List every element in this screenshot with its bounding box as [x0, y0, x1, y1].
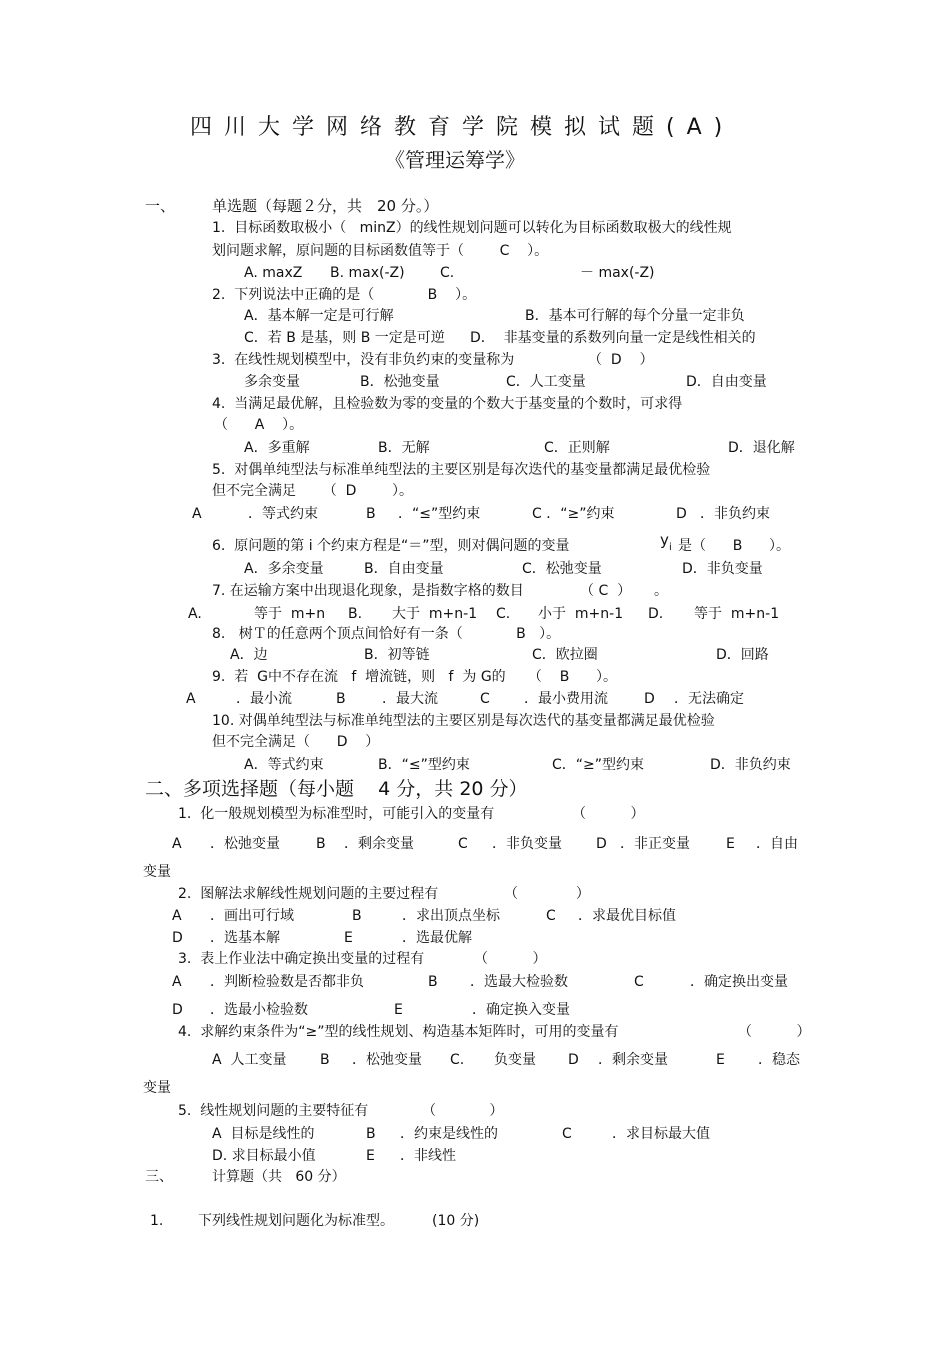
s3-q1-score: (10 分) — [432, 1213, 480, 1229]
s1-q9-line1: 9. 若 G中不存在流 f 增流链，则 f 为 G的 （ B ）。 — [212, 669, 618, 685]
s1-q10-option-a: A．等式约束 — [244, 757, 324, 773]
s1-q7-option-d-letter: D. — [648, 606, 664, 622]
s2-q1-option-c: ．非负变量 — [492, 836, 562, 852]
s2-q5-option-c-letter: C — [562, 1126, 572, 1142]
s2-q2-answer: （ ） — [504, 886, 590, 902]
s1-q5-option-b-letter: B — [366, 506, 376, 522]
s3-q1-number: 1. — [150, 1213, 164, 1229]
s2-q5-option-a: A 目标是线性的 — [212, 1126, 315, 1142]
s2-q4-option-c: 负变量 — [494, 1052, 536, 1068]
s2-q1-option-d: ．非正变量 — [620, 836, 690, 852]
s1-q3-option-c: C．人工变量 — [506, 374, 586, 390]
s2-q2-option-e: ．选最优解 — [402, 930, 472, 946]
s1-q9-option-c-letter: C — [480, 691, 490, 707]
s1-q2-option-c: C．若 B 是基，则 B 一定是可逆 — [244, 330, 445, 346]
s2-q1-line1: 1. 化一般规划模型为标准型时，可能引入的变量有 — [178, 806, 495, 822]
s2-q4-option-e-cont: 变量 — [143, 1080, 171, 1096]
s2-q1-option-e-letter: E — [726, 836, 735, 852]
s1-q5-option-b: ．“≤”型约束 — [398, 506, 481, 522]
section3-number: 三、 — [145, 1169, 173, 1185]
s1-q1-line1: 1. 目标函数取极小（ minZ）的线性规划问题可以转化为目标函数取极大的线性规 — [212, 220, 732, 236]
s2-q5-option-b: ．约束是线性的 — [400, 1126, 498, 1142]
s1-q1-option-c: C. — [440, 265, 455, 281]
s1-q6-variable-y: y — [660, 531, 669, 549]
s1-q9-option-b-letter: B — [336, 691, 346, 707]
section1-heading: 单选题（每题２分，共 20 分。） — [212, 197, 439, 215]
s1-q6-answer: 是（ B ）。 — [678, 538, 791, 554]
s1-q2-line1: 2. 下列说法中正确的是（ B ）。 — [212, 287, 477, 303]
s2-q4-answer: （ ） — [738, 1024, 811, 1040]
s2-q3-line1: 3. 表上作业法中确定换出变量的过程有 — [178, 951, 425, 967]
s1-q2-option-d: D． 非基变量的系数列向量一定是线性相关的 — [470, 330, 756, 346]
s1-q8-option-d: D．回路 — [716, 647, 769, 663]
s1-q4-option-a: A．多重解 — [244, 440, 310, 456]
s1-q7-option-a-letter: A. — [188, 606, 202, 622]
s2-q4-option-e: ．稳态 — [758, 1052, 800, 1068]
s2-q1-option-e-cont: 变量 — [143, 864, 171, 880]
s2-q3-option-a: ．判断检验数是否都非负 — [210, 974, 364, 990]
s1-q10-option-d: D．非负约束 — [710, 757, 791, 773]
s1-q7-option-d: 等于 m+n-1 — [694, 606, 780, 622]
s1-q8-option-a: A．边 — [230, 647, 268, 663]
s2-q3-option-d-letter: D — [172, 1002, 183, 1018]
s1-q6-option-b: B．自由变量 — [364, 561, 444, 577]
s2-q1-option-b-letter: B — [316, 836, 326, 852]
s1-q9-option-a-letter: A — [186, 691, 196, 707]
s1-q9-option-d-letter: D — [644, 691, 655, 707]
s1-q10-option-b: B．“≤”型约束 — [378, 757, 470, 773]
s1-q5-line1: 5. 对偶单纯型法与标准单纯型法的主要区别是每次迭代的基变量都满足最优检验 — [212, 462, 711, 478]
s1-q8-option-b: B．初等链 — [364, 647, 430, 663]
s2-q4-option-d-letter: D — [568, 1052, 579, 1068]
s2-q2-option-c-letter: C — [546, 908, 556, 924]
s1-q9-option-c: ．最小费用流 — [524, 691, 608, 707]
s2-q3-option-b-letter: B — [428, 974, 438, 990]
s1-q5-option-a-letter: A — [192, 506, 202, 522]
s1-q10-line2: 但不完全满足（ D ） — [212, 734, 380, 750]
s1-q3-option-a: 多余变量 — [244, 374, 300, 390]
s1-q4-line1: 4. 当满足最优解，且检验数为零的变量的个数大于基变量的个数时，可求得 — [212, 396, 683, 412]
s2-q5-option-e: ．非线性 — [400, 1148, 456, 1164]
s2-q4-option-b: ．松弛变量 — [352, 1052, 422, 1068]
s2-q4-option-a: A 人工变量 — [212, 1052, 287, 1068]
s2-q2-line1: 2. 图解法求解线性规划问题的主要过程有 — [178, 886, 439, 902]
s2-q1-option-e: ．自由 — [756, 836, 798, 852]
section1-number: 一、 — [145, 197, 176, 215]
s1-q6-line1: 6. 原问题的第 i 个约束方程是“＝”型，则对偶问题的变量 — [212, 538, 570, 554]
s1-q7-end: 。 — [654, 583, 668, 599]
s1-q8-option-c: C．欧拉圈 — [532, 647, 598, 663]
s1-q9-option-d: ．无法确定 — [674, 691, 744, 707]
course-title: 《管理运筹学》 — [385, 148, 525, 172]
s2-q3-option-e-letter: E — [394, 1002, 403, 1018]
s2-q3-option-c-letter: C — [634, 974, 644, 990]
s1-q7-option-c: 小于 m+n-1 — [538, 606, 624, 622]
s1-q1-option-a: A. maxZ — [244, 265, 303, 281]
s1-q1-line2: 划问题求解，原问题的目标函数值等于（ C ）。 — [212, 243, 549, 259]
s1-q2-option-b: B．基本可行解的每个分量一定非负 — [525, 308, 745, 324]
s1-q3-line1: 3. 在线性规划模型中，没有非负约束的变量称为 — [212, 352, 515, 368]
s1-q6-option-d: D．非负变量 — [682, 561, 763, 577]
s1-q4-option-c: C．正则解 — [544, 440, 610, 456]
s2-q1-answer: （ ） — [572, 806, 645, 822]
s2-q1-option-d-letter: D — [596, 836, 607, 852]
s2-q1-option-b: ．剩余变量 — [344, 836, 414, 852]
s2-q3-option-c: ．确定换出变量 — [690, 974, 788, 990]
s1-q5-option-d: ．非负约束 — [700, 506, 770, 522]
s1-q9-option-b: ．最大流 — [382, 691, 438, 707]
s2-q2-option-a-letter: A — [172, 908, 182, 924]
s2-q3-option-b: ．选最大检验数 — [470, 974, 568, 990]
s1-q6-option-a: A．多余变量 — [244, 561, 324, 577]
s1-q5-option-c: C ．“≥”约束 — [532, 506, 615, 522]
section2-heading: 二、多项选择题（每小题 4 分，共 20 分） — [145, 778, 528, 800]
s1-q3-option-d: D．自由变量 — [686, 374, 767, 390]
s3-q1-text: 下列线性规划问题化为标准型。 — [198, 1213, 394, 1229]
s1-q7-option-b-letter: B. — [348, 606, 363, 622]
s1-q1-option-b: B. max(-Z) — [330, 265, 405, 281]
s2-q4-option-d: ．剩余变量 — [598, 1052, 668, 1068]
s2-q2-option-a: ．画出可行域 — [210, 908, 294, 924]
s2-q5-answer: （ ） — [422, 1103, 504, 1119]
s1-q3-option-b: B．松弛变量 — [360, 374, 440, 390]
s1-q6-option-c: C．松弛变量 — [522, 561, 602, 577]
s2-q5-option-c: ．求目标最大值 — [612, 1126, 710, 1142]
s1-q5-option-a: ．等式约束 — [248, 506, 318, 522]
s2-q5-line1: 5. 线性规划问题的主要特征有 — [178, 1103, 369, 1119]
s1-q7-option-a: 等于 m+n — [254, 606, 326, 622]
s1-q7-line1: 7. 在运输方案中出现退化现象，是指数字格的数目 — [212, 583, 524, 599]
s1-q6-variable-subscript: i — [669, 542, 672, 553]
s2-q2-option-d: ．选基本解 — [210, 930, 280, 946]
s2-q3-option-a-letter: A — [172, 974, 182, 990]
s1-q5-option-d-letter: D — [676, 506, 687, 522]
s2-q5-option-d: D. 求目标最小值 — [212, 1148, 316, 1164]
s2-q1-option-a-letter: A — [172, 836, 182, 852]
exam-title: 四川大学网络教育学院模拟试题(A) — [190, 115, 735, 140]
s1-q9-option-a: ．最小流 — [236, 691, 292, 707]
s1-q4-option-d: D．退化解 — [728, 440, 795, 456]
s2-q3-answer: （ ） — [474, 951, 547, 967]
s1-q5-line2: 但不完全满足 （ D ）。 — [212, 483, 413, 499]
s2-q4-option-e-letter: E — [716, 1052, 725, 1068]
s2-q5-option-b-letter: B — [366, 1126, 376, 1142]
s2-q5-option-e-letter: E — [366, 1148, 375, 1164]
s1-q4-option-b: B．无解 — [378, 440, 430, 456]
s1-q4-answer: （ A ）。 — [214, 417, 304, 433]
s2-q2-option-b-letter: B — [352, 908, 362, 924]
s2-q2-option-e-letter: E — [344, 930, 353, 946]
s2-q4-option-c-letter: C. — [450, 1052, 465, 1068]
s1-q1-option-c-value: － max(-Z) — [580, 265, 655, 281]
s2-q4-line1: 4. 求解约束条件为“≥”型的线性规划、构造基本矩阵时，可用的变量有 — [178, 1024, 619, 1040]
s2-q3-option-e: ．确定换入变量 — [472, 1002, 570, 1018]
s1-q7-option-b: 大于 m+n-1 — [392, 606, 478, 622]
s2-q3-option-d: ．选最小检验数 — [210, 1002, 308, 1018]
s2-q1-option-c-letter: C — [458, 836, 468, 852]
s2-q2-option-b: ．求出顶点坐标 — [402, 908, 500, 924]
s1-q2-option-a: A．基本解一定是可行解 — [244, 308, 394, 324]
s2-q1-option-a: ．松弛变量 — [210, 836, 280, 852]
s1-q3-answer: （ D ） — [588, 352, 654, 368]
s1-q7-answer: （ C ） — [580, 583, 632, 599]
s1-q10-option-c: C．“≥”型约束 — [552, 757, 645, 773]
s2-q2-option-c: ．求最优目标值 — [578, 908, 676, 924]
s1-q10-line1: 10. 对偶单纯型法与标准单纯型法的主要区别是每次迭代的基变量都满足最优检验 — [212, 713, 715, 729]
s1-q8-line1: 8. 树Ｔ的任意两个顶点间恰好有一条（ B ）。 — [212, 626, 561, 642]
s2-q4-option-b-letter: B — [320, 1052, 330, 1068]
section3-heading: 计算题（共 60 分） — [212, 1169, 346, 1185]
s1-q7-option-c-letter: C. — [496, 606, 511, 622]
s2-q2-option-d-letter: D — [172, 930, 183, 946]
